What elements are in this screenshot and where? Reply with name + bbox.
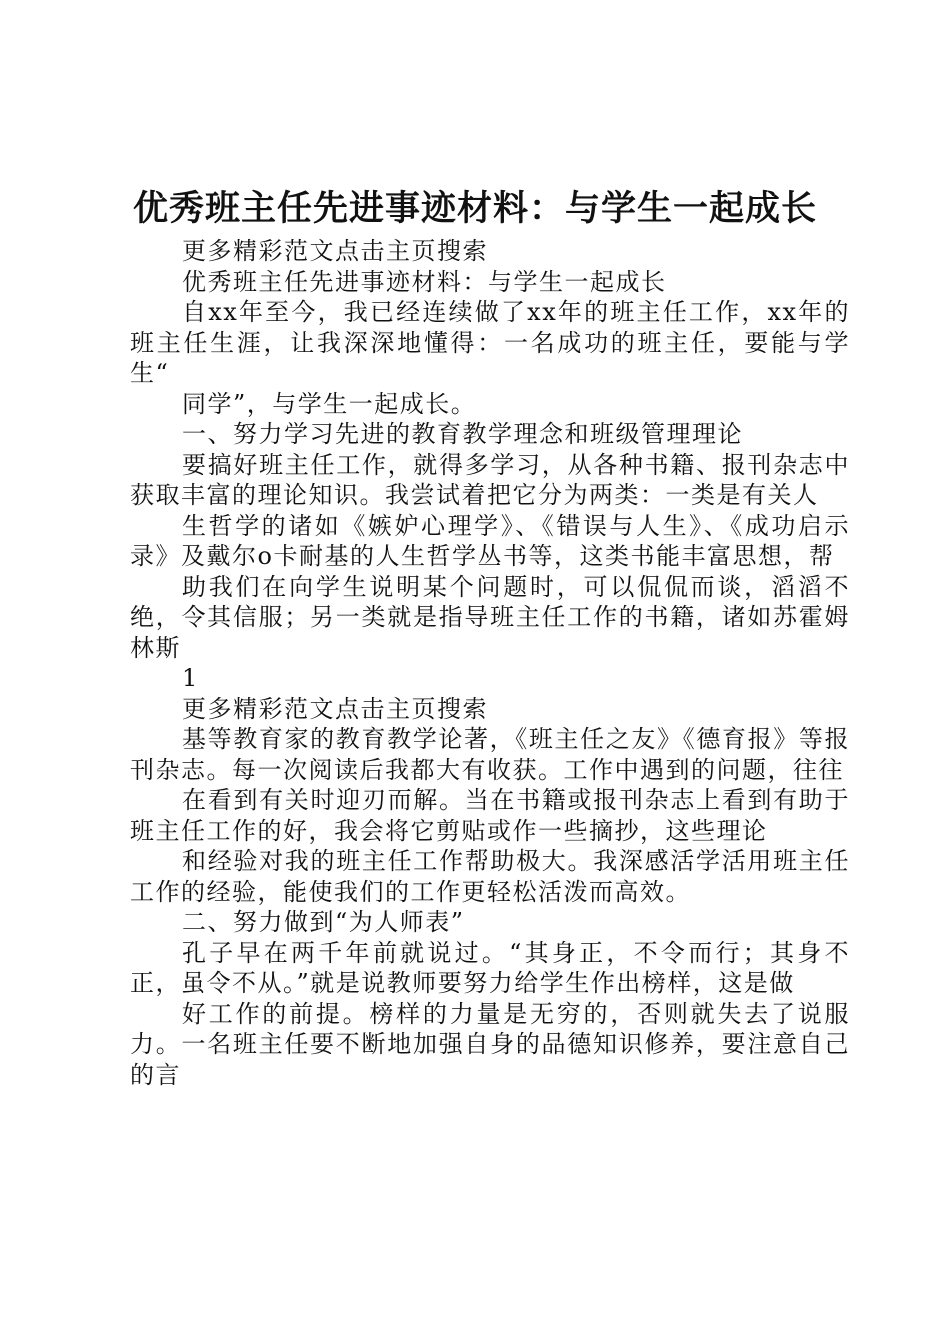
paragraph: 在看到有关时迎刃而解。当在书籍或报刊杂志上看到有助于班主任工作的好，我会将它剪贴或作一些摘抄，这些理论 (130, 786, 850, 845)
paragraph: 同学”，与学生一起成长。 (182, 389, 477, 418)
document-body (130, 236, 850, 1090)
section-heading: 二、努力做到“为人师表” (182, 908, 465, 936)
paragraph: 生哲学的诸如《嫉妒心理学》、《错误与人生》、《成功启示录》及戴尔o卡耐基的人生哲学丛书等，这类书能丰富思想，帮 (130, 511, 850, 570)
paragraph: 孔子早在两千年前就说过。“其身正，不令而行；其身不正，虽令不从。”就是说教师要努力给学生作出榜样，这是做 (130, 938, 850, 997)
paragraph: 基等教育家的教育教学论著，《班主任之友》《德育报》等报刊杂志。每一次阅读后我都大有收获。工作中遇到的问题，往往 (130, 725, 850, 784)
paragraph: 要搞好班主任工作，就得多学习，从各种书籍、报刊杂志中获取丰富的理论知识。我尝试着把它分为两类：一类是有关人 (130, 450, 850, 509)
paragraph: 自xx年至今，我已经连续做了xx年的班主任工作，xx年的班主任生涯，让我深深地懂得：一名成功的班主任，要能与学生“ (130, 298, 850, 387)
paragraph: 好工作的前提。榜样的力量是无穷的，否则就失去了说服力。一名班主任要不断地加强自身的品德知识修养，要注意自己的言 (130, 999, 850, 1089)
paragraph-subtitle: 优秀班主任先进事迹材料：与学生一起成长 (182, 267, 667, 296)
paragraph-more-link: 更多精彩范文点击主页搜索 (182, 237, 488, 265)
document-title: 优秀班主任先进事迹材料：与学生一起成长 (132, 188, 817, 229)
paragraph: 和经验对我的班主任工作帮助极大。我深感活学活用班主任工作的经验，能使我们的工作更轻松活泼而高效。 (130, 847, 850, 906)
paragraph-more-link: 更多精彩范文点击主页搜索 (182, 694, 488, 723)
paragraph: 助我们在向学生说明某个问题时，可以侃侃而谈，滔滔不绝，令其信服；另一类就是指导班主任工作的书籍，诸如苏霍姆林斯 (130, 572, 850, 662)
section-heading: 一、努力学习先进的教育教学理念和班级管理理论 (182, 420, 743, 448)
page-number: 1 (182, 664, 198, 692)
